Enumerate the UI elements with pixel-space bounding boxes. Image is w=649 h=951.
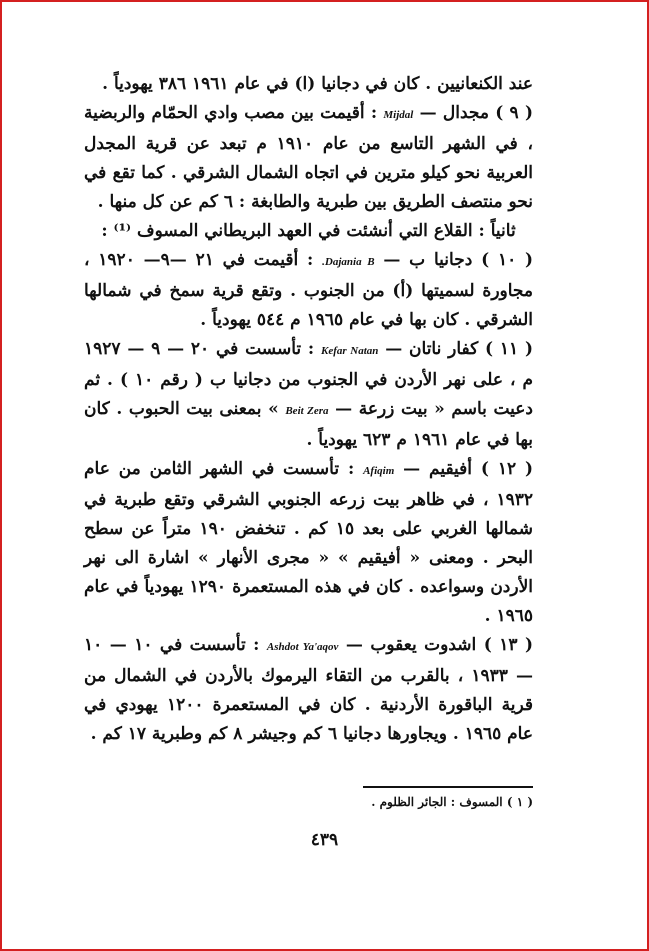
entry-12-name: أفيقيم —	[403, 459, 473, 479]
entry-9-name: مجدال —	[419, 103, 489, 123]
entry-9-number: ( ٩ )	[495, 103, 533, 123]
entry-12	[84, 455, 533, 631]
entry-11-number: ( ١١ )	[485, 339, 534, 359]
intro-paragraph: عند الكنعانيين . كان في دجانيا (ا) في عام ١٩٦١ ٣٨٦ يهودياً .	[102, 74, 533, 94]
entry-13-number: ( ١٣ )	[483, 635, 534, 655]
entry-13-text: : تأسست في ١٠ — ١٠ — ١٩٣٣ ، بالقرب من التقاء اليرموك بالأردن في الشمال من قرية الباقورة الأردنية . كان في المستعمرة ١٢٠٠ يهودي في عام ١٩٦٥ . ويجاورها دجانيا ٦ كم وجيشر ٨ كم وطبرية ١٧ كم .	[84, 635, 533, 744]
entry-12-text: : تأسست في الشهر الثامن من عام ١٩٣٢ ، في ظاهر بيت زرعه الجنوبي الشرقي وتقع طبرية في شمالها الغربي على بعد ١٥ كم . تنخفض ١٩٠ متراً عن سطح البحر . ومعنى « أفيقيم » « مجرى الأنهار » اشارة الى نهر الأردن وسواعده . كان في هذه المستعمرة ١٢٩٠ يهودياً في عام ١٩٦٥ .	[84, 459, 534, 626]
entry-11-latin: Kefar Natan	[321, 345, 379, 357]
entry-13-name: اشدوت يعقوب —	[345, 635, 477, 655]
page-number: ٤٣٩	[310, 830, 339, 850]
entry-11	[84, 335, 533, 455]
entry-11-name: كفار ناتان —	[385, 339, 479, 359]
entry-10-number: ( ١٠ )	[481, 250, 534, 270]
entry-9-latin: Mijdal	[383, 109, 414, 121]
entry-9-text: : أقيمت بين مصب وادي الحمّام والربضية ، في الشهر التاسع من عام ١٩١٠ م تبعد عن قرية المجدل العربية نحو كيلو مترين في اتجاه الشمال الشرقي . كما تقع في نحو منتصف الطريق بين طبرية والطابغة : ٦ كم عن كل منها .	[84, 103, 533, 212]
entry-10-latin: Dajania B.	[322, 256, 375, 268]
entry-12-number: ( ١٢ )	[480, 459, 534, 479]
entry-11-text-a: : تأسست في ٢٠ — ٩ — ١٩٢٧ م ، على نهر الأردن في الجنوب من دجانيا ب ( رقم ١٠ ) . ثم دعيت باسم « بيت زرعة —	[84, 339, 533, 419]
entry-10-text: : أقيمت في ٢١ —٩— ١٩٢٠ ، مجاورة لسميتها (أ) من الجنوب . وتقع قرية سمخ في شمالها الشرقي . كان بها في عام ١٩٦٥ م ٥٤٤ يهودياً .	[84, 250, 533, 330]
entry-12-latin: Afiqim	[363, 465, 395, 477]
entry-9	[84, 99, 533, 217]
document-body	[84, 70, 533, 749]
entry-11-text-b: » بمعنى بيت الحبوب . كان بها في عام ١٩٦١ م ٦٢٣ يهودياً .	[84, 399, 533, 450]
section-heading: ثانياً : القلاع التي أنشئت في العهد البريطاني المسوف ⁽¹⁾ :	[101, 221, 516, 241]
entry-10	[84, 246, 533, 335]
footnote-rule	[363, 786, 533, 788]
entry-13	[84, 631, 533, 749]
entry-11-latin-2: Beit Zera	[285, 405, 329, 417]
footnote: ( ١ ) المسوف : الجائر الظلوم .	[371, 795, 533, 809]
entry-10-name: دجانيا ب —	[383, 250, 473, 270]
entry-13-latin: Ashdot Ya'aqov	[266, 641, 339, 653]
